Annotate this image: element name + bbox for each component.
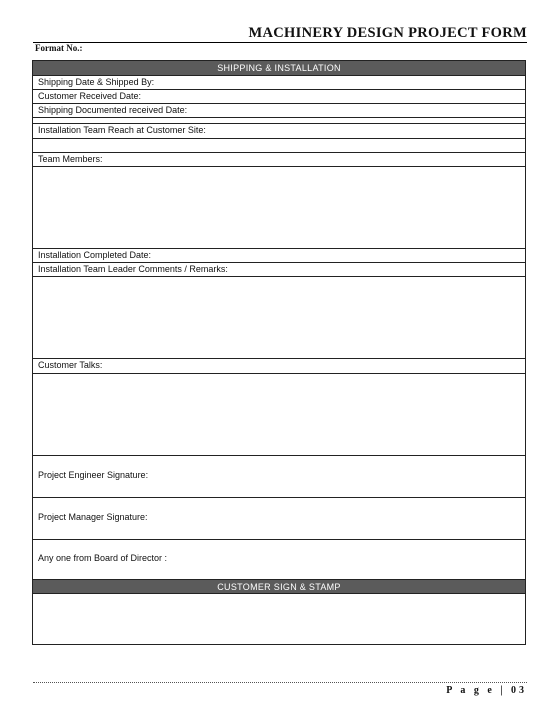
form-title: MACHINERY DESIGN PROJECT FORM (248, 25, 527, 41)
customer-sign-stamp-area[interactable] (33, 593, 525, 645)
field-label: Any one from Board of Director : (38, 553, 168, 563)
field-team-members[interactable] (33, 152, 525, 166)
field-project-manager-signature[interactable] (33, 497, 525, 539)
form-table (32, 60, 526, 645)
field-label: Installation Completed Date: (38, 250, 152, 260)
section-header-shipping (33, 61, 525, 75)
field-label: Installation Team Reach at Customer Site: (38, 125, 206, 135)
field-installation-team-reach[interactable] (33, 123, 525, 138)
field-label: Installation Team Leader Comments / Remarks: (38, 264, 228, 274)
section-title: CUSTOMER SIGN & STAMP (217, 582, 341, 592)
field-label: Project Engineer Signature: (38, 470, 149, 480)
field-label: Shipping Date & Shipped By: (38, 77, 155, 87)
field-project-engineer-signature[interactable] (33, 455, 525, 497)
field-shipping-date[interactable] (33, 75, 525, 89)
field-installation-completed-date[interactable] (33, 248, 525, 262)
spacer-row (33, 138, 525, 152)
customer-talks-area[interactable] (33, 373, 525, 455)
section-title: SHIPPING & INSTALLATION (217, 63, 341, 73)
field-team-leader-comments[interactable] (33, 262, 525, 276)
field-shipping-documented-date[interactable] (33, 103, 525, 117)
field-label: Shipping Documented received Date: (38, 105, 188, 115)
section-header-customer-sign (33, 579, 525, 593)
format-no-label: Format No.: (35, 43, 83, 53)
title-divider (33, 42, 527, 43)
field-label: Project Manager Signature: (38, 512, 148, 522)
team-leader-comments-area[interactable] (33, 276, 525, 358)
field-customer-received-date[interactable] (33, 89, 525, 103)
footer-divider (33, 682, 527, 683)
field-label: Customer Talks: (38, 360, 103, 370)
field-label: Customer Received Date: (38, 91, 142, 101)
page-number: P a g e | 03 (446, 685, 527, 696)
field-customer-talks[interactable] (33, 358, 525, 373)
field-board-director-signature[interactable] (33, 539, 525, 579)
field-label: Team Members: (38, 154, 103, 164)
team-members-area[interactable] (33, 166, 525, 248)
